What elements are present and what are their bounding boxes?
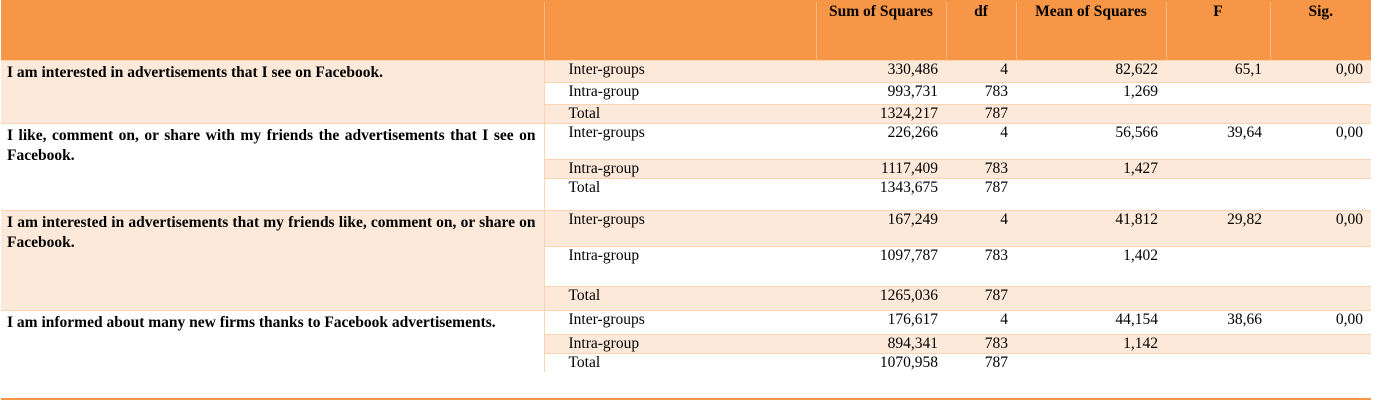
header-sig: Sig. xyxy=(1270,2,1371,60)
anova-table xyxy=(1,2,1371,372)
sig-value xyxy=(1270,286,1371,310)
f-value: 29,82 xyxy=(1166,210,1270,246)
sig-value xyxy=(1270,353,1371,372)
f-value: 39,64 xyxy=(1166,123,1270,159)
table-row xyxy=(1,123,1371,159)
sum-of-squares-value: 1117,409 xyxy=(816,159,946,178)
source-label: Total xyxy=(544,104,816,123)
source-label: Inter-groups xyxy=(544,60,816,82)
source-label: Total xyxy=(544,178,816,210)
source-label: Inter-groups xyxy=(544,310,816,334)
sig-value: 0,00 xyxy=(1270,123,1371,159)
f-value xyxy=(1166,246,1270,286)
df-value: 787 xyxy=(946,104,1016,123)
question-cell: I am informed about many new firms thanks to Facebook advertisements. xyxy=(1,310,544,372)
df-value: 783 xyxy=(946,334,1016,353)
header-sum-of-squares: Sum of Squares xyxy=(816,2,946,60)
sig-value: 0,00 xyxy=(1270,210,1371,246)
sig-value xyxy=(1270,334,1371,353)
table-row xyxy=(1,210,1371,246)
mean-of-squares-value xyxy=(1016,104,1166,123)
header-mean-of-squares: Mean of Squares xyxy=(1016,2,1166,60)
f-value xyxy=(1166,82,1270,104)
df-value: 4 xyxy=(946,310,1016,334)
bottom-strip xyxy=(1,398,1371,400)
source-label: Intra-group xyxy=(544,334,816,353)
header-f: F xyxy=(1166,2,1270,60)
sum-of-squares-value: 1343,675 xyxy=(816,178,946,210)
mean-of-squares-value: 44,154 xyxy=(1016,310,1166,334)
f-value xyxy=(1166,104,1270,123)
df-value: 4 xyxy=(946,123,1016,159)
df-value: 787 xyxy=(946,178,1016,210)
f-value xyxy=(1166,178,1270,210)
header-question-blank xyxy=(1,2,544,60)
source-label: Total xyxy=(544,353,816,372)
question-cell: I am interested in advertisements that I see on Facebook. xyxy=(1,60,544,123)
df-value: 783 xyxy=(946,159,1016,178)
df-value: 783 xyxy=(946,82,1016,104)
sum-of-squares-value: 1324,217 xyxy=(816,104,946,123)
source-label: Total xyxy=(544,286,816,310)
source-label: Intra-group xyxy=(544,82,816,104)
sig-value xyxy=(1270,178,1371,210)
sig-value xyxy=(1270,104,1371,123)
sum-of-squares-value: 1070,958 xyxy=(816,353,946,372)
f-value: 38,66 xyxy=(1166,310,1270,334)
f-value: 65,1 xyxy=(1166,60,1270,82)
question-cell: I like, comment on, or share with my friends the advertisements that I see on Facebook. xyxy=(1,123,544,210)
f-value xyxy=(1166,334,1270,353)
f-value xyxy=(1166,286,1270,310)
table-row xyxy=(1,310,1371,334)
mean-of-squares-value: 1,269 xyxy=(1016,82,1166,104)
mean-of-squares-value xyxy=(1016,353,1166,372)
df-value: 787 xyxy=(946,286,1016,310)
mean-of-squares-value: 1,427 xyxy=(1016,159,1166,178)
sig-value xyxy=(1270,159,1371,178)
source-label: Intra-group xyxy=(544,159,816,178)
header-df: df xyxy=(946,2,1016,60)
sum-of-squares-value: 176,617 xyxy=(816,310,946,334)
header-source-blank xyxy=(544,2,816,60)
mean-of-squares-value: 1,142 xyxy=(1016,334,1166,353)
sig-value xyxy=(1270,82,1371,104)
sum-of-squares-value: 330,486 xyxy=(816,60,946,82)
source-label: Inter-groups xyxy=(544,210,816,246)
mean-of-squares-value: 82,622 xyxy=(1016,60,1166,82)
df-value: 4 xyxy=(946,210,1016,246)
question-cell: I am interested in advertisements that my friends like, comment on, or share on Facebook. xyxy=(1,210,544,310)
mean-of-squares-value: 56,566 xyxy=(1016,123,1166,159)
sig-value: 0,00 xyxy=(1270,60,1371,82)
header-row xyxy=(1,2,1371,60)
mean-of-squares-value xyxy=(1016,286,1166,310)
mean-of-squares-value xyxy=(1016,178,1166,210)
sum-of-squares-value: 1265,036 xyxy=(816,286,946,310)
sum-of-squares-value: 226,266 xyxy=(816,123,946,159)
sum-of-squares-value: 894,341 xyxy=(816,334,946,353)
sig-value xyxy=(1270,246,1371,286)
source-label: Intra-group xyxy=(544,246,816,286)
sum-of-squares-value: 1097,787 xyxy=(816,246,946,286)
f-value xyxy=(1166,353,1270,372)
sum-of-squares-value: 167,249 xyxy=(816,210,946,246)
source-label: Inter-groups xyxy=(544,123,816,159)
table-row xyxy=(1,60,1371,82)
sig-value: 0,00 xyxy=(1270,310,1371,334)
df-value: 4 xyxy=(946,60,1016,82)
mean-of-squares-value: 1,402 xyxy=(1016,246,1166,286)
df-value: 787 xyxy=(946,353,1016,372)
f-value xyxy=(1166,159,1270,178)
sum-of-squares-value: 993,731 xyxy=(816,82,946,104)
df-value: 783 xyxy=(946,246,1016,286)
mean-of-squares-value: 41,812 xyxy=(1016,210,1166,246)
